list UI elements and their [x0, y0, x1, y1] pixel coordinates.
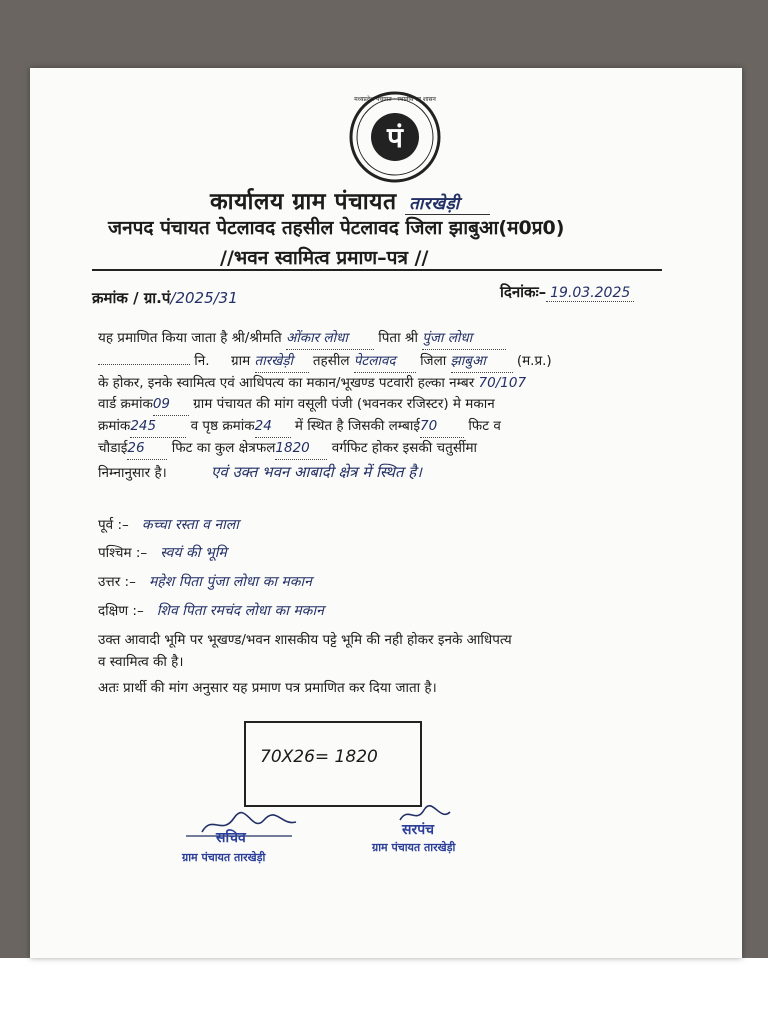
page-number: 24	[255, 416, 291, 438]
ward-number: 09	[153, 394, 189, 416]
reference-label: क्रमांक / ग्रा.पं	[92, 289, 171, 307]
body-line-2: नि. ग्राम तारखेड़ी तहसील पेटलावद जिला झाबुआ (म.प्र.)	[98, 351, 552, 373]
office-title-prefix: कार्यालय ग्राम पंचायत	[210, 189, 397, 215]
body-line-7: निम्नानुसार है। एवं उक्त भवन आबादी क्षेत्र में स्थित है।	[98, 463, 422, 481]
issue-date	[500, 282, 634, 302]
tehsil-value: पेटलावद	[354, 351, 416, 373]
length-value: 70	[420, 416, 464, 438]
area-calculation-box	[244, 721, 422, 807]
header-divider	[92, 269, 662, 271]
body-line-5: क्रमांक245 व पृष्ठ क्रमांक24 में स्थित है जिसकी लम्बाई70 फिट व	[98, 416, 501, 438]
office-subtitle: जनपद पंचायत पेटलावद तहसील पेटलावद जिला झाबुआ(म0प्र0)	[108, 217, 565, 239]
boundary-north: उत्तर :– महेश पिता पुंजा लोधा का मकान	[98, 574, 312, 590]
house-number: 245	[130, 416, 186, 438]
reference-number	[92, 288, 238, 308]
office-village: तारखेड़ी	[405, 194, 489, 215]
closing-line-2: व स्वामित्व की है।	[98, 654, 184, 670]
width-value: 26	[127, 438, 167, 460]
reference-value: /2025/31	[170, 289, 238, 307]
district-value: झाबुआ	[451, 351, 513, 373]
secretary-org: ग्राम पंचायत तारखेड़ी	[182, 851, 266, 864]
area-calculation: 70X26= 1820	[260, 747, 378, 767]
owner-name: ओंकार लोधा	[286, 328, 374, 350]
secretary-signature-block	[182, 806, 302, 866]
body-line-6: चौडाई26 फिट का कुल क्षेत्रफल1820 वर्गफिट होकर इसकी चतुर्सीमा	[98, 438, 477, 460]
sarpanch-signature-block	[372, 804, 502, 864]
boundary-east: पूर्व :– कच्चा रस्ता व नाला	[98, 517, 239, 533]
date-label: दिनांकः–	[500, 283, 547, 301]
halka-number: 70/107	[478, 375, 527, 391]
body-line-1: यह प्रमाणित किया जाता है श्री/श्रीमति ओंकार लोधा पिता श्री पुंजा लोधा	[98, 328, 506, 350]
background	[0, 958, 768, 1024]
abadi-note: एवं उक्त भवन आबादी क्षेत्र में स्थित है।	[211, 463, 422, 481]
certificate-paper	[30, 68, 742, 958]
closing-line-1: उक्त आवादी भूमि पर भूखण्ड/भवन शासकीय पट्टे भूमि की नही होकर इनके आधिपत्य	[98, 632, 512, 648]
boundary-south: दक्षिण :– शिव पिता रमचंद लोधा का मकान	[98, 603, 324, 619]
area-value: 1820	[275, 438, 327, 460]
secretary-title: सचिव	[216, 830, 246, 846]
office-title	[210, 184, 490, 216]
sarpanch-org: ग्राम पंचायत तारखेड़ी	[372, 841, 456, 854]
body-line-4: वार्ड क्रमांक09 ग्राम पंचायत की मांग वसूली पंजी (भवनकर रजिस्टर) मे मकान	[98, 394, 495, 416]
sarpanch-title: सरपंच	[402, 822, 435, 838]
boundary-west: पश्चिम :– स्वयं की भूमि	[98, 545, 227, 561]
certificate-title: //भवन स्वामित्व प्रमाण–पत्र //	[220, 247, 429, 269]
father-name: पुंजा लोधा	[422, 328, 506, 350]
seal-glyph: पं	[387, 121, 403, 154]
seal-ring-text: मध्यप्रदेश पंचायत · स्थानीय स्व शासन	[354, 96, 436, 103]
closing-line-3: अतः प्रार्थी की मांग अनुसार यह प्रमाण पत्र प्रमाणित कर दिया जाता है।	[98, 680, 437, 696]
body-line-3: के होकर, इनके स्वामित्व एवं आधिपत्य का मकान/भूखण्ड पटवारी हल्का नम्बर 70/107	[98, 375, 527, 391]
village-value: तारखेड़ी	[255, 351, 309, 373]
panchayat-seal-icon	[348, 90, 442, 184]
date-value: 19.03.2025	[546, 285, 634, 302]
